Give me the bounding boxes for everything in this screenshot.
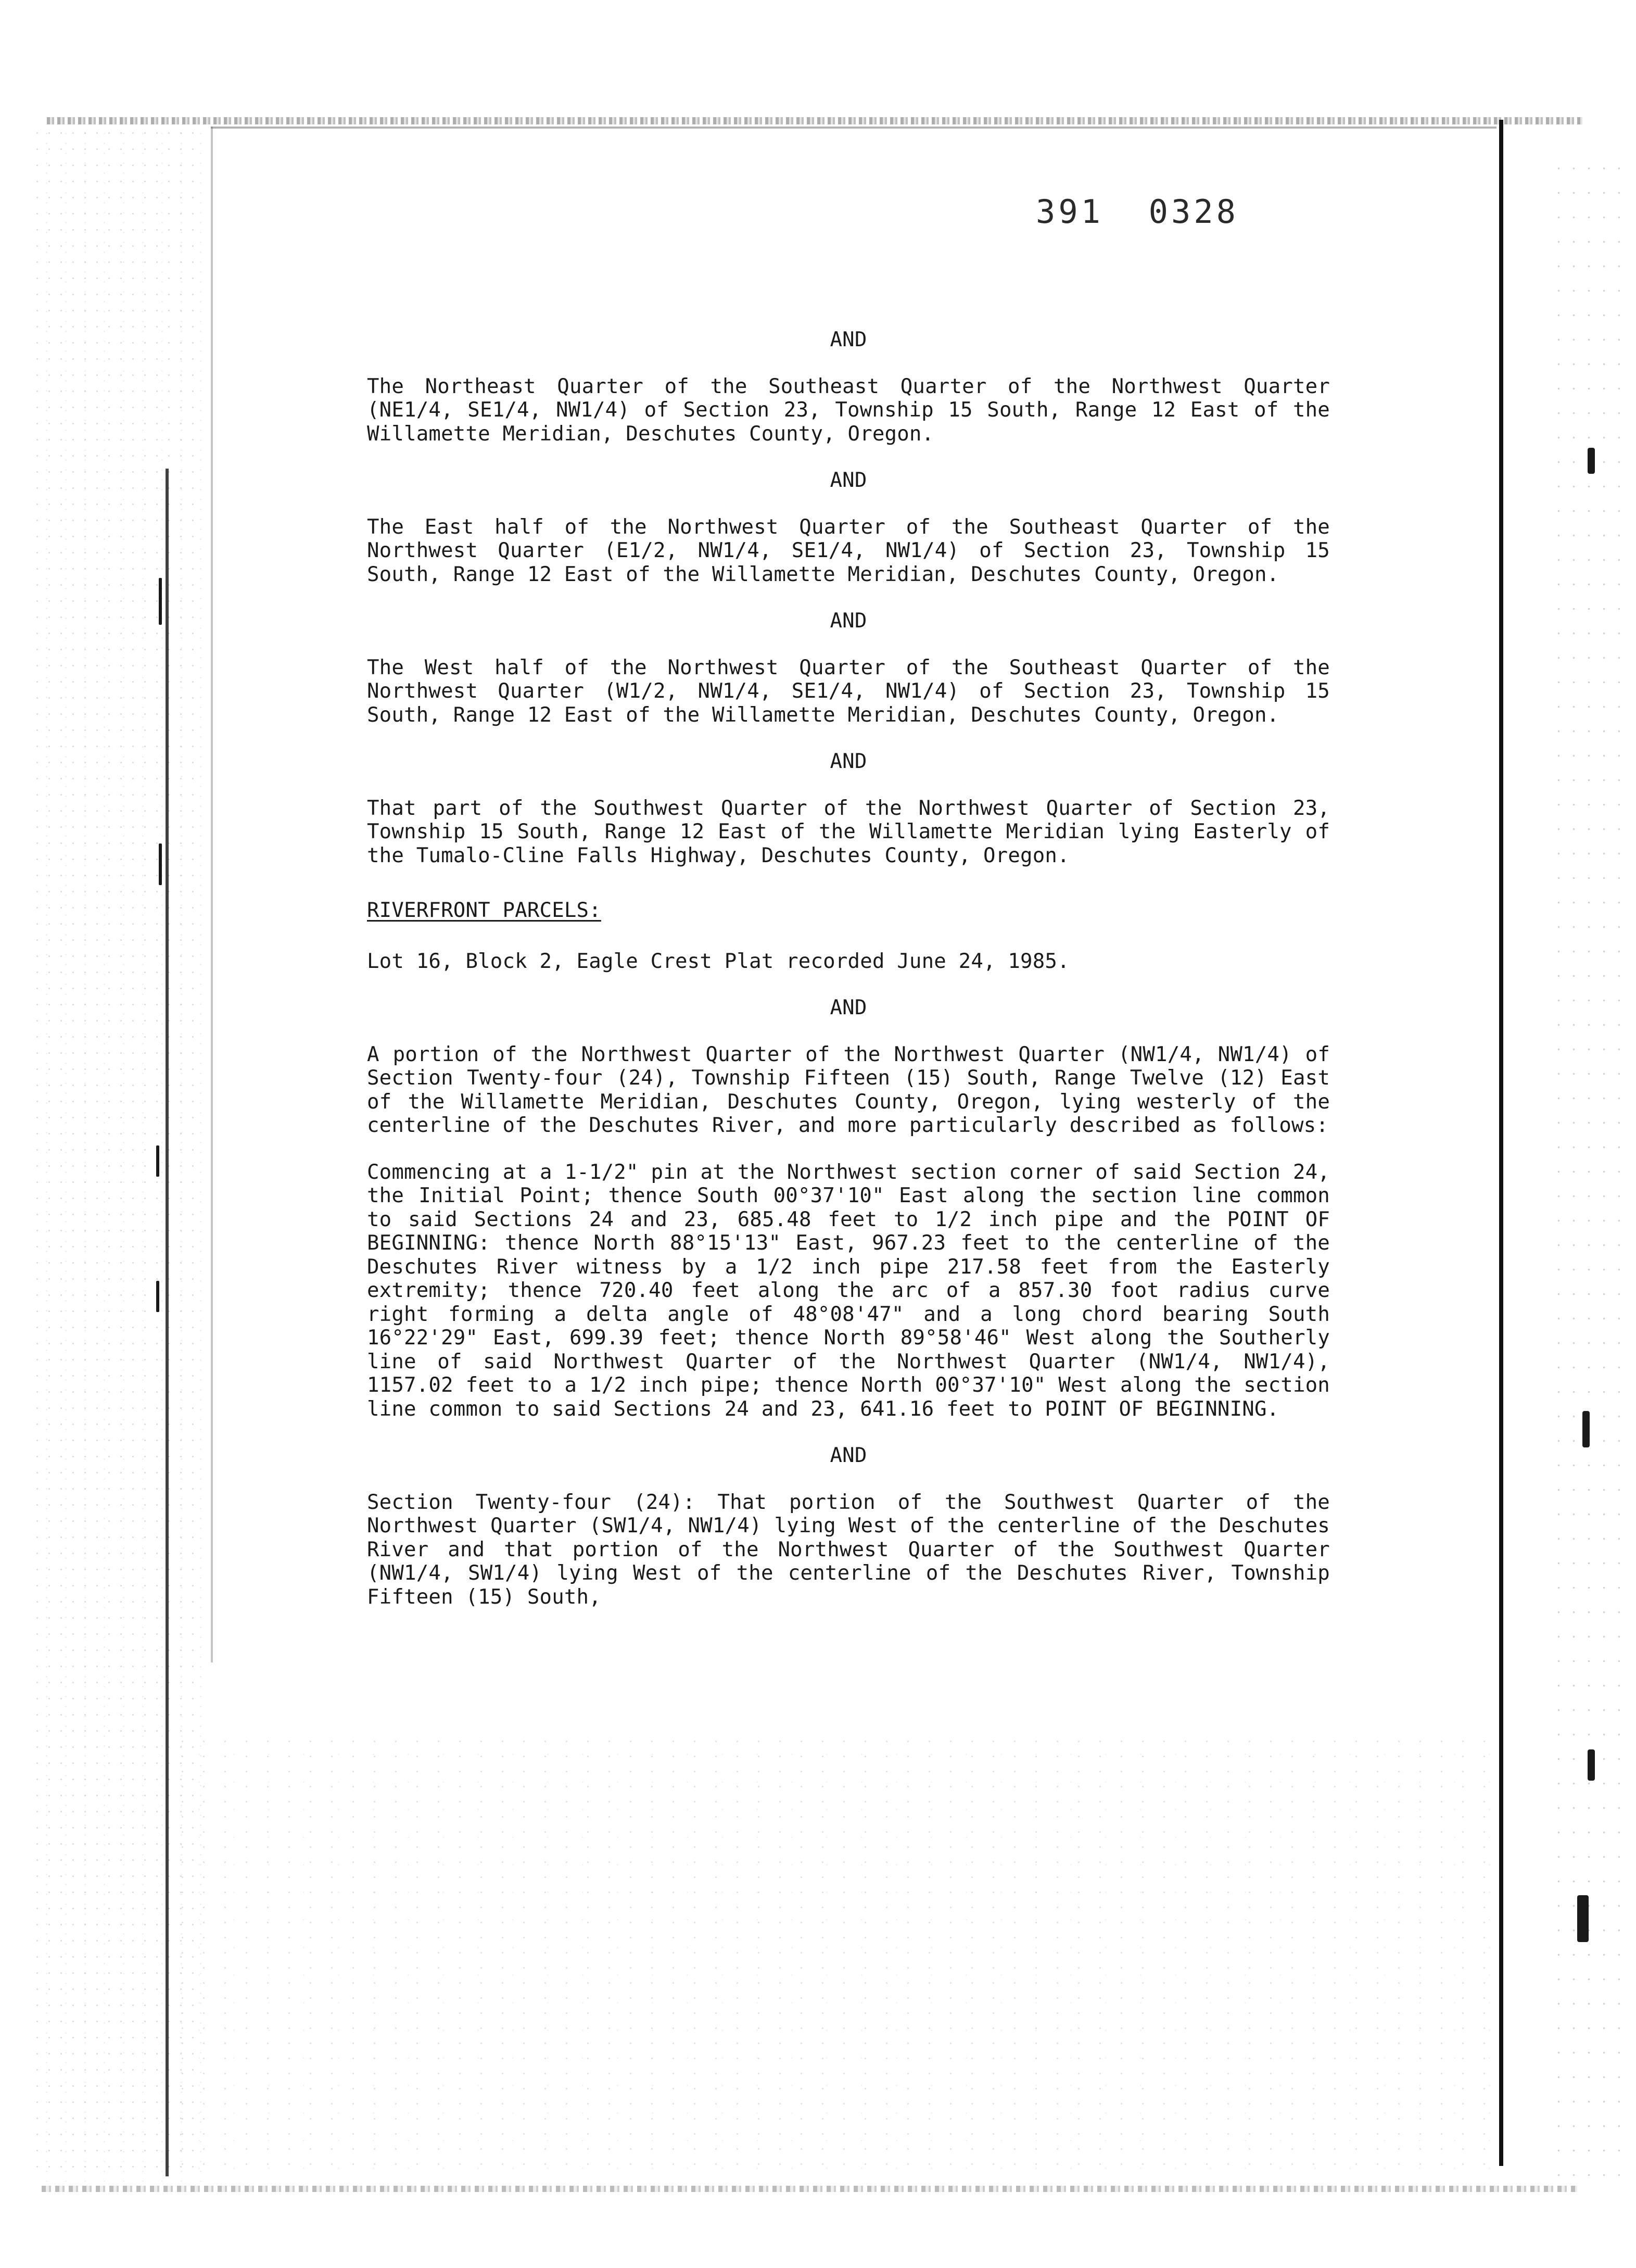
and-separator: AND bbox=[830, 469, 867, 492]
document-body bbox=[367, 328, 1330, 1609]
legal-description-paragraph: The East half of the Northwest Quarter of the Southeast Quarter of the Northwest Quarter (E1/2, NW1/4, SE1/4, NW1/4) of Section 23, Township 15 South, Range 12 East of the Willamette Meridian, Deschutes County, Oregon. bbox=[367, 515, 1330, 586]
and-separator: AND bbox=[830, 328, 867, 351]
scan-mark bbox=[1588, 448, 1595, 474]
page-number-stamp: 391 0328 bbox=[1036, 193, 1239, 231]
scan-mark bbox=[1582, 1411, 1590, 1447]
and-separator: AND bbox=[830, 750, 867, 773]
scan-edge-top bbox=[47, 117, 1582, 124]
scan-mark bbox=[159, 843, 162, 885]
page-frame-top bbox=[211, 127, 1497, 129]
legal-description-paragraph: A portion of the Northwest Quarter of the Northwest Quarter (NW1/4, NW1/4) of Section Twenty-four (24), Township Fifteen (15) South, Range Twelve (12) East of the Willamette Meridian, Deschutes County, Oregon, lying westerly of the centerline of the Deschutes River, and more particularly described as follows: bbox=[367, 1042, 1330, 1137]
binding-line-right bbox=[1499, 120, 1503, 2166]
lot-description: Lot 16, Block 2, Eagle Crest Plat recorded June 24, 1985. bbox=[367, 949, 1070, 973]
metes-and-bounds-paragraph: Commencing at a 1-1/2" pin at the Northwest section corner of said Section 24, the Initial Point; thence South 00°37'10" East along the section line common to said Sections 24 and 23, 685.48 feet to 1/2 inch pipe and the POINT OF BEGINNING: thence North 88°15'13" East, 967.23 feet to the centerline of the Deschutes River witness by a 1/2 inch pipe 217.58 feet from the Easterly extremity; thence 720.40 feet along the arc of a 857.30 foot radius curve right forming a delta angle of 48°08'47" and a long chord bearing South 16°22'29" East, 699.39 feet; thence North 89°58'46" West along the Southerly line of said Northwest Quarter of the Northwest Quarter (NW1/4, NW1/4), 1157.02 feet to a 1/2 inch pipe; thence North 00°37'10" West along the section line common to said Sections 24 and 23, 641.16 feet to POINT OF BEGINNING. bbox=[367, 1160, 1330, 1421]
and-separator: AND bbox=[830, 609, 867, 633]
scan-mark bbox=[156, 1145, 159, 1177]
legal-description-paragraph: The West half of the Northwest Quarter of the Southeast Quarter of the Northwest Quarter (W1/2, NW1/4, SE1/4, NW1/4) of Section 23, Township 15 South, Range 12 East of the Willamette Meridian, Deschutes County, Oregon. bbox=[367, 656, 1330, 727]
scan-mark bbox=[1577, 1895, 1589, 1942]
scan-mark bbox=[1588, 1749, 1595, 1781]
legal-description-paragraph: Section Twenty-four (24): That portion of the Southwest Quarter of the Northwest Quarter (SW1/4, NW1/4) lying West of the centerline of the Deschutes River and that portion of the Northwest Quarter of the Southwest Quarter (NW1/4, SW1/4) lying West of the centerline of the Deschutes River, Township Fifteen (15) South, bbox=[367, 1490, 1330, 1609]
legal-description-paragraph: The Northeast Quarter of the Southeast Quarter of the Northwest Quarter (NE1/4, SE1/4, NW1/4) of Section 23, Township 15 South, Range 12 East of the Willamette Meridian, Deschutes County, Oregon. bbox=[367, 374, 1330, 446]
scan-edge-bottom bbox=[42, 2186, 1577, 2192]
section-heading: RIVERFRONT PARCELS: bbox=[367, 899, 601, 922]
binding-line-left bbox=[166, 469, 169, 2176]
and-separator: AND bbox=[830, 1444, 867, 1467]
legal-description-paragraph: That part of the Southwest Quarter of the Northwest Quarter of Section 23, Township 15 South, Range 12 East of the Willamette Meridian lying Easterly of the Tumalo-Cline Falls Highway, Deschutes County, Oregon. bbox=[367, 796, 1330, 867]
scan-noise-bottom bbox=[172, 1734, 1499, 2176]
scan-mark bbox=[159, 578, 162, 625]
scan-mark bbox=[156, 1281, 159, 1312]
page-frame-left bbox=[211, 127, 213, 1662]
and-separator: AND bbox=[830, 996, 867, 1019]
